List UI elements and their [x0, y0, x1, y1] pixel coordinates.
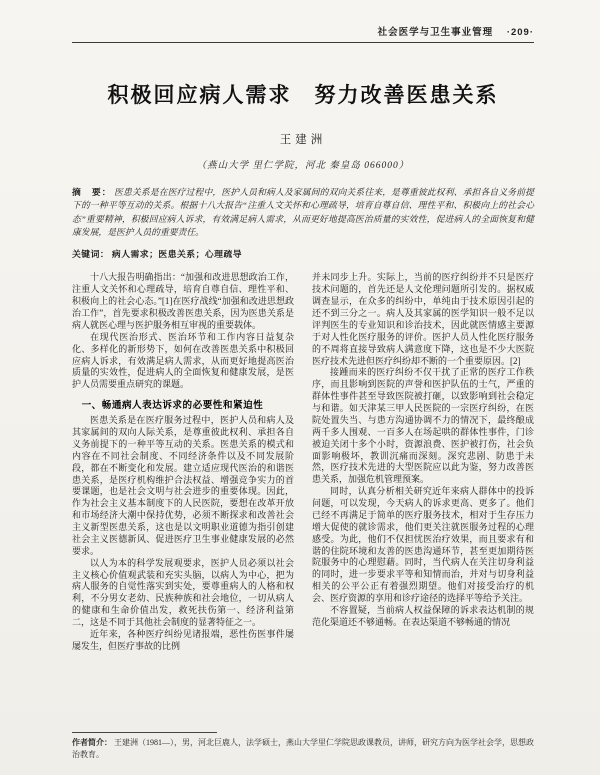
abstract [72, 186, 534, 239]
journal-title: 社会医学与卫生事业管理 [377, 27, 494, 38]
section-heading: 一、畅通病人表达诉求的必要性和紧迫性 [81, 400, 264, 412]
paper-title: 积极回应病人需求 努力改善医患关系 [107, 84, 499, 107]
right-column [312, 272, 534, 724]
author-name: 王建洲 [279, 134, 327, 146]
paragraph: 以人为本的科学发展观要求，医护人员必须以社会主义核心价值观武装和充实头脑，以病人为中心，把为病人服务的自觉性落实到实处，要尊重病人的人格和权利，不分男女老幼、民族种族和社会地位，一切从病人的健康和生命价值出发，救死扶伤第一、经济利益第二，这是不同于其他社会制度的显著特征之一。 [72, 557, 294, 628]
keywords-label: 关键词： [72, 249, 110, 260]
paragraph: 在现代医治形式、医治环节和工作内容日益复杂化、多样化的新形势下，如何在改善医患关系中积极回应病人诉求，有效满足病人需求，从而更好地提高医治质量的实效性，促进病人的全面恢复和健康发展，是医护人员需要重点研究的课题。 [72, 331, 294, 390]
abstract-label: 摘 要： [72, 187, 112, 197]
paragraph: 十八大报告明确指出：“加强和改进思想政治工作，注重人文关怀和心理疏导，培育自尊自信、理性平和、积极向上的社会心态。”[1]在医疗战线“加强和改进思想政治工作”，首先要求积极改善医患关系，因为医患关系是病人就医心理与医护服务相互审视的重要载体。 [72, 272, 294, 330]
paragraph-continuation: 并未同步上升。实际上，当前的医疗纠纷并不只是医疗技术问题的，首先还是人文伦理问题所引发的。据权威调查显示，在众多的纠纷中，单纯由于技术原因引起的还不到三分之一。病人及其家属的医学知识一般不足以评判医生的专业知识和诊治技术，因此就医情感主要源于对人性化医疗服务的评价。医护人员人性化医疗服务的不周将直接导致病人满意度下降，这也是不少大医院医疗技术先进但医疗纠纷却不断的一个重要原因。[2] [312, 272, 534, 366]
body-columns [72, 272, 534, 724]
paragraph: 接踵而来的医疗纠纷不仅干扰了正常的医疗工作秩序，而且影响到医院的声誉和医护队伍的士气，严重的群体性事件甚至导致医院被打砸，以致影响到社会稳定与和谐。如天津某三甲人民医院的一宗医疗纠纷，在医院处置失当、与患方沟通协调不力的情况下，最终酿成两千多人围观、一百多人在场起哄的群体性事件，门诊被迫关闭十多个小时，资源浪费、医护被打伤，社会负面影响极坏，教训沉痛而深刻。深究悲剧、防患于未然，医疗技术先进的大型医院应以此为鉴，努力改善医患关系，加强危机管理预案。 [312, 367, 534, 485]
footnote-text: 王建洲（1981—），男，河北巨鹿人，法学硕士，燕山大学里仁学院思政课教员，讲师，研究方向为医学社会学，思想政治教育。 [72, 738, 534, 759]
author-bio-footnote [72, 732, 534, 761]
keywords-text: 病人需求；医患关系；心理疏导 [111, 249, 243, 260]
abstract-text: 医患关系是在医疗过程中，医护人员和病人及家属间的双向关系往来，是尊重彼此权利、承担各自义务前提下的一种平等互动的关系。根据十八大报告“注重人文关怀和心理疏导，培育自尊自信、理性平和、积极向上的社会心态”重要精神，积极回应病人诉求，有效满足病人需求，从而更好地提高医治质量的实效性，促进病人的全面恢复和健康发展，是医护人员的重要责任。 [72, 187, 534, 238]
footnote-divider [72, 732, 217, 733]
paragraph: 近年来，各种医疗纠纷见诸报端，恶性伤医事件屡屡发生，但医疗事故的比例 [72, 628, 294, 651]
paragraph: 医患关系是在医疗服务过程中，医护人员和病人及其家属间的双向人际关系，是尊重彼此权利、承担各自义务前提下的一种平等互动的关系。医患关系的模式和内容在不同社会制度、不同经济条件以及不同发展阶段，都在不断变化和发展。建立适应现代医治的和谐医患关系，是医疗机构维护合法权益、增强竞争实力的首要课题，也是社会文明与社会进步的重要体现。因此，作为社会主义基本制度下的人民医院，要想在改革开放和市场经济大潮中保持优势，必须不断探求和改善社会主义新型医患关系，这也是以文明职业道德为指引创建社会主义医德新风、促进医疗卫生事业健康发展的必然要求。 [72, 415, 294, 556]
page-number: ·209· [506, 27, 534, 38]
paragraph: 同时，认真分析相关研究近年来病人群体中的投诉问题，可以发现，今天病人的诉求更高、更多了。他们已经不再满足于简单的医疗服务技术，相对于生存压力增大促使的就诊需求，他们更关注就医服务过程的心理感受。为此，他们不仅担忧医治疗效果，而且要求有和谐的住院环境和友善的医患沟通环节，甚至更加期待医院服务中的心理慰藉。同时，当代病人在关注切身利益的同时，进一步要求平等和知情而治，并对与切身利益相关的公平公正有着强烈期望。他们对接受治疗的机会、医疗资源的享用和诊疗途径的选择平等给予关注。 [312, 486, 534, 604]
footnote-label: 作者简介： [72, 738, 112, 747]
left-column [72, 272, 294, 724]
paragraph: 不容置疑，当前病人权益保障的诉求表达机制的规范化渠道还不够通畅。在表达渠道不够畅通的情况 [312, 604, 534, 627]
running-head [72, 24, 534, 38]
author-affiliation: （燕山大学 里仁学院，河北 秦皇岛 066000） [196, 161, 410, 171]
header-divider [72, 42, 534, 43]
keywords [72, 248, 534, 261]
